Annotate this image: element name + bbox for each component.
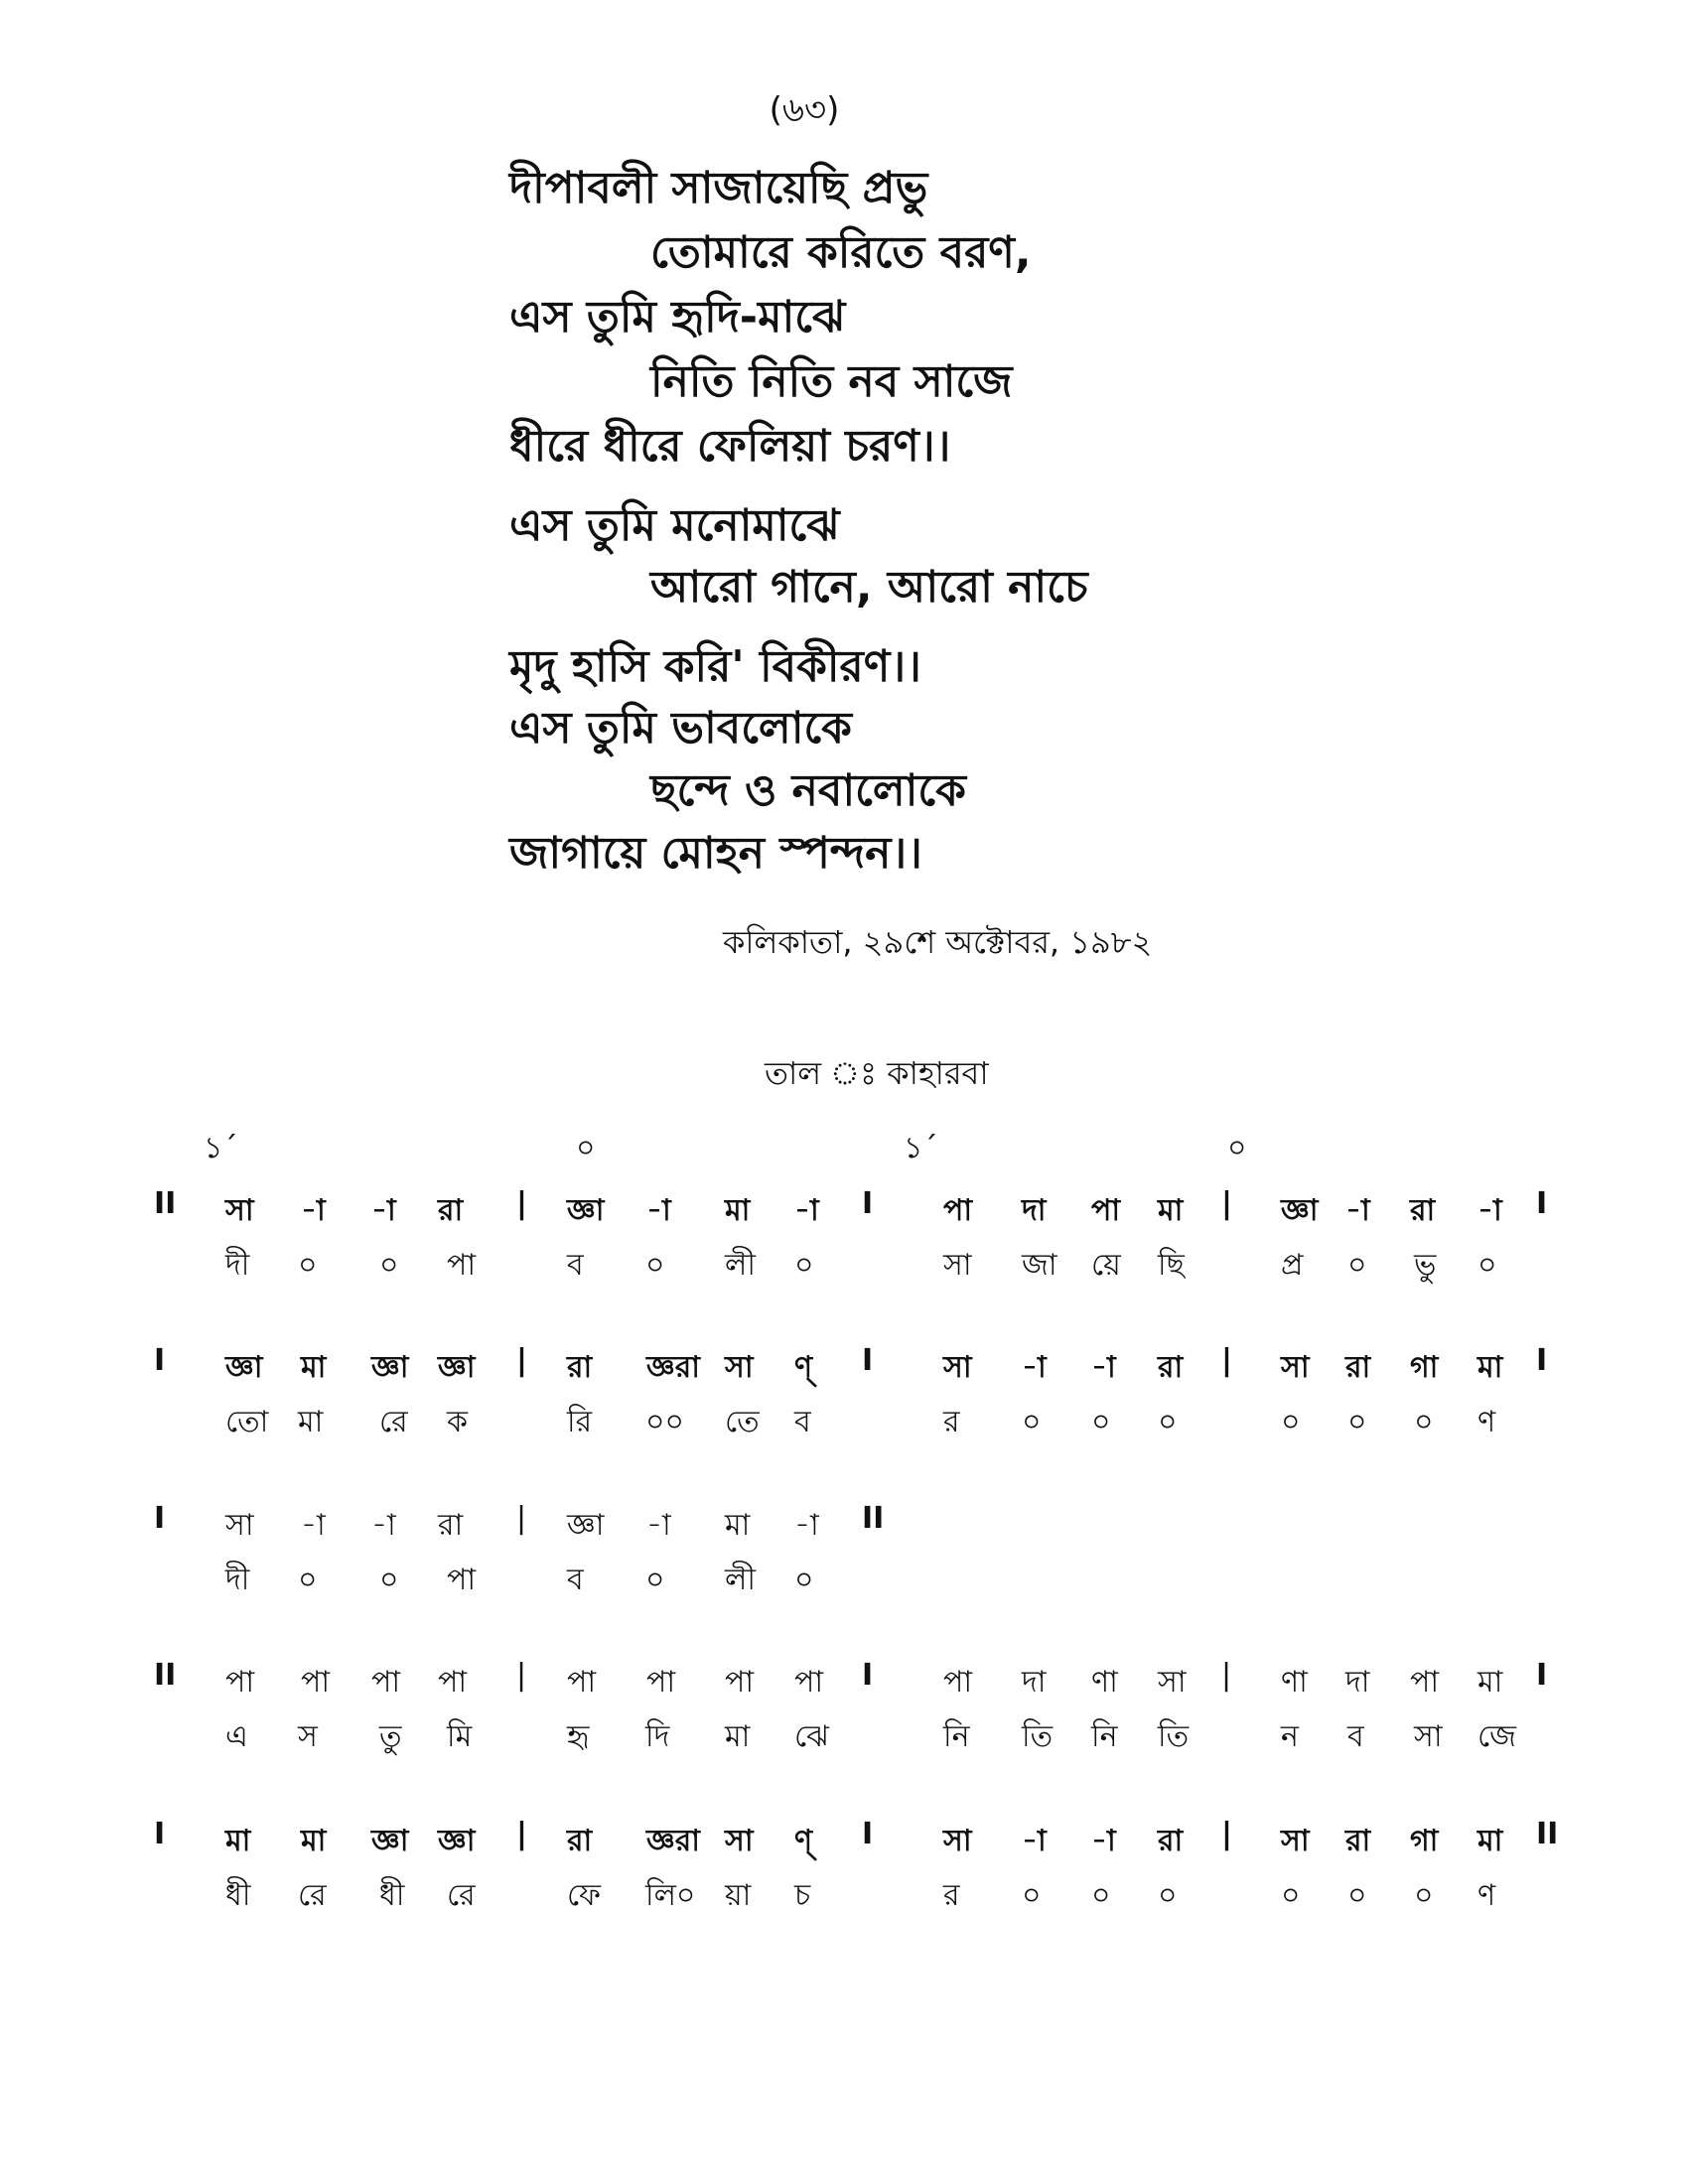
swara-note: মা [225, 1824, 251, 1858]
swara-note: পা [794, 1665, 824, 1700]
bar-line: | [516, 1186, 527, 1221]
lyric-syllable: ন [1281, 1719, 1299, 1754]
place-date: কলিকাতা, ২৯শে অক্টোবর, ১৯৮২ [723, 923, 1153, 961]
swara-note: সা [225, 1508, 254, 1543]
lyric-syllable: লী [725, 1563, 756, 1597]
swara-note: গা [1410, 1350, 1439, 1385]
swara-note: পা [438, 1665, 468, 1700]
lyric-syllable: দী [225, 1563, 250, 1597]
swara-note: পা [371, 1665, 401, 1700]
swara-note: -া [1022, 1824, 1047, 1858]
poem-line: এস তুমি মনোমাঝে [509, 500, 840, 551]
poem-line: তোমারে করিতে বরণ, [650, 227, 1032, 278]
lyric-syllable: ০ [1347, 1878, 1367, 1913]
lyric-syllable: লী [725, 1248, 756, 1283]
lyric-syllable: দী [225, 1248, 250, 1283]
bar-line: I [862, 1817, 874, 1851]
bar-line: | [1221, 1186, 1232, 1221]
swara-note: পা [1410, 1665, 1440, 1700]
lyric-syllable: ণ [1477, 1405, 1496, 1439]
lyric-syllable: ০ [1414, 1405, 1434, 1439]
bar-line: I [1536, 1343, 1548, 1378]
lyric-syllable: মা [298, 1405, 324, 1439]
lyric-syllable: তু [379, 1719, 402, 1754]
lyric-syllable: লি০ [645, 1878, 696, 1913]
bar-line: | [1221, 1343, 1232, 1378]
lyric-syllable: ০ [1477, 1248, 1497, 1283]
lyric-syllable: ব [1347, 1719, 1364, 1754]
swara-note: দা [1022, 1193, 1047, 1228]
swara-note: সা [943, 1824, 972, 1858]
lyric-syllable: ০ [1347, 1248, 1367, 1283]
swara-note: -া [1022, 1350, 1047, 1385]
lyric-syllable: য়ে [1091, 1248, 1121, 1283]
lyric-syllable: পা [447, 1563, 477, 1597]
swara-note: -া [1477, 1193, 1502, 1228]
poem-line: মৃদু হাসি করি' বিকীরণ।। [509, 641, 921, 692]
page-number: (৬৩) [769, 90, 840, 130]
lyric-syllable: ০ [379, 1248, 399, 1283]
bar-line: | [516, 1658, 527, 1693]
beat-mark: ১´ [904, 1131, 938, 1165]
swara-note: জ্ঞা [438, 1350, 476, 1385]
swara-note: রা [567, 1824, 593, 1858]
swara-note: পা [646, 1665, 676, 1700]
swara-note: রা [1345, 1824, 1371, 1858]
lyric-syllable: র [943, 1878, 960, 1913]
beat-mark: ০ [1227, 1131, 1247, 1165]
swara-note: রা [1345, 1350, 1371, 1385]
lyric-syllable: মা [725, 1719, 751, 1754]
poem-line: দীপাবলী সাজায়েছি প্রভু [509, 163, 928, 213]
lyric-syllable: ব [567, 1248, 584, 1283]
tala-label: তাল ঃ কাহারবা [765, 1054, 989, 1092]
poem-line: জাগায়ে মোহন স্পন্দন।। [509, 828, 922, 879]
swara-note: রা [1158, 1350, 1184, 1385]
lyric-syllable: স [298, 1719, 318, 1754]
swara-note: মা [725, 1193, 751, 1228]
swara-note: -া [1091, 1824, 1116, 1858]
poem-line: ধীরে ধীরে ফেলিয়া চরণ।। [509, 421, 951, 472]
lyric-syllable: ০ [1347, 1405, 1367, 1439]
lyric-syllable: ফে [567, 1878, 602, 1913]
lyric-syllable: ০ [1091, 1405, 1111, 1439]
bar-line: II [154, 1658, 177, 1693]
swara-note: রা [1158, 1824, 1184, 1858]
swara-note: রা [438, 1193, 464, 1228]
lyric-syllable: জে [1477, 1719, 1517, 1754]
swara-note: -া [371, 1508, 396, 1543]
lyric-syllable: ০ [1022, 1878, 1042, 1913]
swara-note: পা [943, 1193, 973, 1228]
lyric-syllable: মি [447, 1719, 473, 1754]
swara-note: ণ্ [794, 1350, 813, 1385]
bar-line: I [154, 1343, 166, 1378]
lyric-syllable: ভু [1414, 1248, 1437, 1283]
bar-line: | [1221, 1817, 1232, 1851]
lyric-syllable: রি [567, 1405, 593, 1439]
lyric-syllable: ০ [379, 1563, 399, 1597]
swara-note: দা [1022, 1665, 1047, 1700]
swara-note: রা [438, 1508, 464, 1543]
bar-line: II [1536, 1817, 1559, 1851]
poem-line: ছন্দে ও নবালোকে [650, 765, 966, 816]
bar-line: I [1536, 1658, 1548, 1693]
lyric-syllable: ০ [645, 1563, 665, 1597]
swara-note: সা [1281, 1824, 1310, 1858]
lyric-syllable: সা [943, 1248, 972, 1283]
lyric-syllable: ০ [1281, 1878, 1301, 1913]
lyric-syllable: জা [1022, 1248, 1057, 1283]
lyric-syllable: ০০ [645, 1405, 685, 1439]
swara-note: ণা [1281, 1665, 1308, 1700]
bar-line: I [862, 1658, 874, 1693]
lyric-syllable: পা [447, 1248, 477, 1283]
bar-line: I [154, 1817, 166, 1851]
lyric-syllable: দি [645, 1719, 670, 1754]
bar-line: | [516, 1501, 527, 1536]
swara-note: মা [1477, 1665, 1503, 1700]
lyric-syllable: ব [794, 1405, 811, 1439]
poem-line: এস তুমি ভাবলোকে [509, 703, 852, 753]
swara-note: -া [371, 1193, 396, 1228]
swara-note: পা [301, 1665, 331, 1700]
swara-note: মা [725, 1508, 751, 1543]
swara-note: সা [943, 1350, 972, 1385]
poem-line: নিতি নিতি নব সাজে [650, 356, 1013, 407]
lyric-syllable: ০ [1158, 1878, 1178, 1913]
beat-mark: ০ [576, 1131, 596, 1165]
poem-line: আরো গানে, আরো নাচে [650, 562, 1088, 613]
lyric-syllable: রে [298, 1878, 327, 1913]
lyric-syllable: ব [567, 1563, 584, 1597]
swara-note: -া [646, 1193, 671, 1228]
bar-line: | [1221, 1658, 1232, 1693]
swara-note: সা [225, 1193, 254, 1228]
lyric-syllable: ণ [1477, 1878, 1496, 1913]
bar-line: I [1536, 1186, 1548, 1221]
swara-note: রা [1410, 1193, 1436, 1228]
swara-note: মা [1158, 1193, 1184, 1228]
lyric-syllable: ০ [298, 1248, 318, 1283]
swara-note: -া [1091, 1350, 1116, 1385]
bar-line: I [154, 1501, 166, 1536]
lyric-syllable: ০ [645, 1248, 665, 1283]
lyric-syllable: ধী [225, 1878, 251, 1913]
swara-note: জ্ঞরা [646, 1350, 700, 1385]
lyric-syllable: তি [1158, 1719, 1190, 1754]
swara-note: পা [567, 1665, 597, 1700]
swara-note: -া [301, 1508, 326, 1543]
bar-line: I [862, 1186, 874, 1221]
lyric-syllable: রে [447, 1878, 476, 1913]
lyric-syllable: ০ [794, 1563, 814, 1597]
swara-note: জ্ঞা [567, 1508, 605, 1543]
swara-note: -া [1345, 1193, 1370, 1228]
swara-note: জ্ঞরা [646, 1824, 700, 1858]
swara-note: মা [1477, 1350, 1503, 1385]
lyric-syllable: প্র [1281, 1248, 1304, 1283]
lyric-syllable: ০ [1414, 1878, 1434, 1913]
lyric-syllable: তে [725, 1405, 760, 1439]
swara-note: মা [301, 1350, 327, 1385]
swara-note: দা [1345, 1665, 1370, 1700]
swara-note: -া [301, 1193, 326, 1228]
swara-note: সা [1281, 1350, 1310, 1385]
swara-note: রা [567, 1350, 593, 1385]
swara-note: -া [794, 1193, 819, 1228]
lyric-syllable: রে [379, 1405, 408, 1439]
swara-note: জ্ঞা [1281, 1193, 1319, 1228]
bar-line: I [862, 1343, 874, 1378]
swara-note: পা [1091, 1193, 1121, 1228]
swara-note: জ্ঞা [371, 1824, 409, 1858]
lyric-syllable: ০ [1281, 1405, 1301, 1439]
beat-mark: ১´ [204, 1131, 238, 1165]
lyric-syllable: র [943, 1405, 960, 1439]
lyric-syllable: হৃ [567, 1719, 590, 1754]
swara-note: সা [1158, 1665, 1187, 1700]
swara-note: জ্ঞা [567, 1193, 605, 1228]
swara-note: পা [725, 1665, 755, 1700]
swara-note: ণ্ [794, 1824, 813, 1858]
swara-note: মা [1477, 1824, 1503, 1858]
swara-note: ণা [1091, 1665, 1118, 1700]
swara-note: গা [1410, 1824, 1439, 1858]
lyric-syllable: এ [225, 1719, 248, 1754]
lyric-syllable: ছি [1158, 1248, 1185, 1283]
bar-line: II [154, 1186, 177, 1221]
lyric-syllable: ০ [1091, 1878, 1111, 1913]
lyric-syllable: ক [447, 1405, 468, 1439]
lyric-syllable: নি [943, 1719, 970, 1754]
swara-note: পা [225, 1665, 255, 1700]
lyric-syllable: নি [1091, 1719, 1118, 1754]
swara-note: মা [301, 1824, 327, 1858]
swara-note: জ্ঞা [371, 1350, 409, 1385]
lyric-syllable: সা [1414, 1719, 1443, 1754]
lyric-syllable: তো [225, 1405, 269, 1439]
bar-line: | [516, 1817, 527, 1851]
lyric-syllable: ০ [298, 1563, 318, 1597]
swara-note: সা [725, 1350, 754, 1385]
swara-note: -া [794, 1508, 819, 1543]
lyric-syllable: ০ [794, 1248, 814, 1283]
poem-line: এস তুমি হৃদি-মাঝে [509, 292, 846, 342]
lyric-syllable: চ [794, 1878, 811, 1913]
bar-line: | [516, 1343, 527, 1378]
swara-note: সা [725, 1824, 754, 1858]
lyric-syllable: ধী [379, 1878, 405, 1913]
swara-note: জ্ঞা [438, 1824, 476, 1858]
lyric-syllable: ০ [1158, 1405, 1178, 1439]
lyric-syllable: ০ [1022, 1405, 1042, 1439]
bar-line: II [862, 1501, 885, 1536]
lyric-syllable: য়া [725, 1878, 752, 1913]
lyric-syllable: তি [1022, 1719, 1054, 1754]
swara-note: জ্ঞা [225, 1350, 263, 1385]
lyric-syllable: ঝে [794, 1719, 829, 1754]
swara-note: পা [943, 1665, 973, 1700]
swara-note: -া [646, 1508, 671, 1543]
